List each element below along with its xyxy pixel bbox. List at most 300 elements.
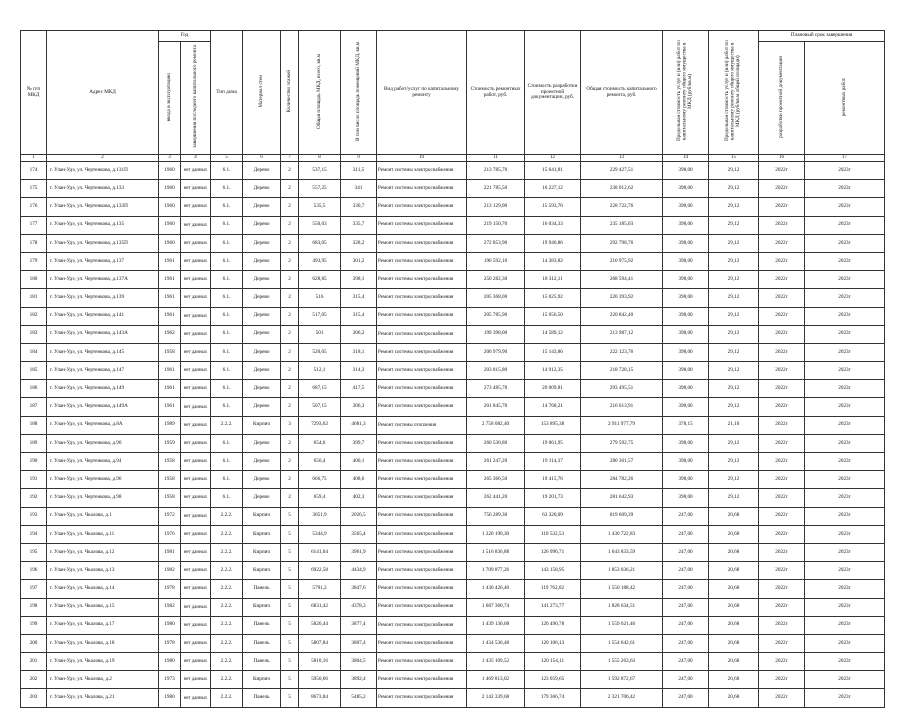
cell-floors: 2: [281, 380, 299, 398]
cell-row-num: 197: [21, 580, 47, 598]
cell-cost-design: 15 593,76: [525, 198, 581, 216]
cell-address: г. Улан-Удэ, ул. Чертенкова, д.94: [47, 453, 159, 471]
cell-cost-repair: 206 979,90: [467, 343, 525, 361]
cell-plan-work: 2023г: [805, 252, 885, 270]
cell-cost-repair: 205 368,00: [467, 289, 525, 307]
table-row: [21, 343, 885, 361]
cell-row-num: 184: [21, 343, 47, 361]
cell-address: г. Улан-Удэ, ул. Чкалова, д.19: [47, 653, 159, 671]
cell-house-type: 6.1.: [211, 343, 243, 361]
cell-floors: 3: [281, 416, 299, 434]
cell-wall-material: Дерево: [243, 380, 281, 398]
cell-total-area: 683,05: [299, 234, 341, 252]
cell-max-cost-2: 29,12: [709, 380, 759, 398]
header-cost-design: Стоимость разработки проектной документации, руб.: [525, 31, 581, 155]
header-year-repair: завершения последнего капитального ремонта: [181, 42, 211, 155]
cell-floors: 2: [281, 398, 299, 416]
table-row: [21, 489, 885, 507]
cell-total-cost: 279 592,75: [581, 434, 663, 452]
cell-floors: 5: [281, 634, 299, 652]
cell-total-cost: 292 798,76: [581, 234, 663, 252]
cell-year-repair: нет данных: [181, 362, 211, 380]
cell-plan-work: 2023г: [805, 525, 885, 543]
cell-max-cost-2: 29,12: [709, 434, 759, 452]
cell-cost-repair: 203 815,80: [467, 362, 525, 380]
cell-plan-work: 2023г: [805, 216, 885, 234]
cell-year-repair: нет данных: [181, 616, 211, 634]
cell-wall-material: Дерево: [243, 307, 281, 325]
cell-floors: 2: [281, 325, 299, 343]
cell-cost-design: 14 383,82: [525, 252, 581, 270]
cell-floors: 5: [281, 689, 299, 707]
table-row: [21, 307, 885, 325]
cell-plan-work: 2023г: [805, 198, 885, 216]
cell-address: г. Улан-Удэ, ул. Чкалова, д.14: [47, 580, 159, 598]
cell-total-area: 5807,84: [299, 634, 341, 652]
cell-address: г. Улан-Удэ, ул. Чертенкова, д.135: [47, 216, 159, 234]
cell-plan-work: 2023г: [805, 398, 885, 416]
cell-floors: 5: [281, 507, 299, 525]
cell-year-built: 1961: [159, 289, 181, 307]
column-number: 12: [525, 155, 581, 162]
cell-max-cost-2: 29,12: [709, 180, 759, 198]
cell-work-type: Ремонт системы электроснабжения: [377, 398, 467, 416]
cell-cost-design: 20 009,81: [525, 380, 581, 398]
cell-work-type: Ремонт системы электроснабжения: [377, 507, 467, 525]
cell-year-repair: нет данных: [181, 198, 211, 216]
cell-address: г. Улан-Удэ, ул. Чертенкова, д.141: [47, 307, 159, 325]
cell-max-cost-2: 29,12: [709, 362, 759, 380]
cell-cost-repair: 1 430 426,40: [467, 580, 525, 598]
cell-plan-design: 2022г: [759, 180, 805, 198]
cell-year-repair: нет данных: [181, 507, 211, 525]
cell-house-type: 6.1.: [211, 380, 243, 398]
table-row: [21, 453, 885, 471]
cell-cost-design: 120 490,78: [525, 616, 581, 634]
cell-max-cost-1: 247,00: [663, 671, 709, 689]
cell-row-num: 203: [21, 689, 47, 707]
cell-cost-design: 153 895,38: [525, 416, 581, 434]
cell-address: г. Улан-Удэ, ул. Чертенкова, д.143А: [47, 325, 159, 343]
cell-year-built: 1981: [159, 543, 181, 561]
cell-wall-material: Дерево: [243, 198, 281, 216]
cell-plan-design: 2022г: [759, 653, 805, 671]
cell-cost-design: 15 056,50: [525, 307, 581, 325]
cell-floors: 2: [281, 307, 299, 325]
table-row: [21, 616, 885, 634]
cell-plan-work: 2023г: [805, 598, 885, 616]
cell-max-cost-2: 20,68: [709, 634, 759, 652]
cell-cost-repair: 1 516 836,88: [467, 543, 525, 561]
cell-plan-design: 2022г: [759, 252, 805, 270]
table-row: [21, 471, 885, 489]
cell-plan-design: 2022г: [759, 234, 805, 252]
cell-cost-repair: 199 398,00: [467, 325, 525, 343]
cell-cost-repair: 1 439 130,68: [467, 616, 525, 634]
cell-house-type: 6.1.: [211, 325, 243, 343]
cell-year-repair: нет данных: [181, 525, 211, 543]
cell-floors: 2: [281, 434, 299, 452]
cell-plan-design: 2022г: [759, 416, 805, 434]
cell-wall-material: Панель: [243, 616, 281, 634]
cell-floors: 5: [281, 653, 299, 671]
cell-wall-material: Дерево: [243, 289, 281, 307]
column-number: 16: [759, 155, 805, 162]
cell-row-num: 194: [21, 525, 47, 543]
cell-cost-design: 143 158,95: [525, 562, 581, 580]
cell-plan-design: 2022г: [759, 598, 805, 616]
cell-cost-repair: 1 435 109,52: [467, 653, 525, 671]
cell-year-repair: нет данных: [181, 634, 211, 652]
cell-cost-repair: 2 758 082,40: [467, 416, 525, 434]
header-address: Адрес МКД: [47, 31, 159, 155]
header-residential-area: В том числе площадь помещений МКД, кв.м: [341, 31, 377, 155]
cell-plan-design: 2022г: [759, 398, 805, 416]
cell-residential-area: 398,1: [341, 271, 377, 289]
cell-house-type: 6.1.: [211, 216, 243, 234]
cell-residential-area: 315,4: [341, 307, 377, 325]
cell-residential-area: 417,5: [341, 380, 377, 398]
cell-cost-design: 110 532,53: [525, 525, 581, 543]
cell-year-built: 1980: [159, 616, 181, 634]
cell-year-built: 1961: [159, 271, 181, 289]
table-row: [21, 198, 885, 216]
column-number: 11: [467, 155, 525, 162]
cell-work-type: Ремонт системы электроснабжения: [377, 362, 467, 380]
cell-cost-repair: 1 320 190,30: [467, 525, 525, 543]
cell-house-type: 6.1.: [211, 252, 243, 270]
cell-max-cost-1: 398,00: [663, 380, 709, 398]
cell-work-type: Ремонт системы электроснабжения: [377, 271, 467, 289]
cell-plan-design: 2022г: [759, 453, 805, 471]
cell-floors: 2: [281, 180, 299, 198]
cell-floors: 2: [281, 271, 299, 289]
cell-house-type: 6.1.: [211, 180, 243, 198]
cell-cost-repair: 219 150,70: [467, 216, 525, 234]
cell-floors: 5: [281, 543, 299, 561]
cell-total-cost: 1 853 036,21: [581, 562, 663, 580]
cell-house-type: 6.1.: [211, 471, 243, 489]
cell-plan-work: 2023г: [805, 489, 885, 507]
cell-house-type: 2.2.2.: [211, 416, 243, 434]
cell-wall-material: Дерево: [243, 453, 281, 471]
cell-cost-design: 19 061,95: [525, 434, 581, 452]
cell-max-cost-2: 20,68: [709, 616, 759, 634]
cell-total-area: 5826,44: [299, 616, 341, 634]
column-number: 10: [377, 155, 467, 162]
cell-residential-area: 4681,3: [341, 416, 377, 434]
column-number: 9: [341, 155, 377, 162]
cell-total-area: 517,05: [299, 307, 341, 325]
cell-max-cost-2: 29,12: [709, 162, 759, 180]
cell-max-cost-1: 247,00: [663, 562, 709, 580]
cell-max-cost-2: 20,68: [709, 525, 759, 543]
cell-wall-material: Кирпич: [243, 507, 281, 525]
table-row: [21, 543, 885, 561]
cell-residential-area: 341: [341, 180, 377, 198]
cell-row-num: 190: [21, 453, 47, 471]
cell-cost-repair: 265 366,50: [467, 471, 525, 489]
cell-work-type: Ремонт системы электроснабжения: [377, 616, 467, 634]
cell-max-cost-2: 29,12: [709, 489, 759, 507]
cell-work-type: Ремонт системы электроснабжения: [377, 580, 467, 598]
cell-residential-area: 330,7: [341, 198, 377, 216]
cell-max-cost-1: 398,00: [663, 343, 709, 361]
cell-work-type: Ремонт системы электроснабжения: [377, 307, 467, 325]
cell-year-built: 1982: [159, 562, 181, 580]
cell-work-type: Ремонт системы электроснабжения: [377, 162, 467, 180]
cell-cost-design: 19 415,76: [525, 471, 581, 489]
cell-total-cost: 235 185,03: [581, 216, 663, 234]
cell-address: г. Улан-Удэ, ул. Чкалова, д.18: [47, 634, 159, 652]
cell-plan-design: 2022г: [759, 289, 805, 307]
cell-wall-material: Кирпич: [243, 671, 281, 689]
cell-house-type: 6.1.: [211, 162, 243, 180]
cell-total-cost: 1 828 634,51: [581, 598, 663, 616]
cell-year-built: 1959: [159, 434, 181, 452]
cell-cost-repair: 213 129,00: [467, 198, 525, 216]
cell-house-type: 6.1.: [211, 489, 243, 507]
cell-row-num: 175: [21, 180, 47, 198]
cell-residential-area: 5485,2: [341, 689, 377, 707]
column-number-row: [21, 155, 885, 162]
cell-floors: 2: [281, 489, 299, 507]
cell-plan-work: 2023г: [805, 162, 885, 180]
cell-row-num: 188: [21, 416, 47, 434]
cell-house-type: 2.2.2.: [211, 543, 243, 561]
cell-address: г. Улан-Удэ, ул. Чертенкова, д.139: [47, 289, 159, 307]
cell-work-type: Ремонт системы электроснабжения: [377, 689, 467, 707]
cell-year-built: 1958: [159, 471, 181, 489]
cell-max-cost-2: 29,12: [709, 471, 759, 489]
cell-row-num: 198: [21, 598, 47, 616]
table-row: [21, 689, 885, 707]
cell-max-cost-1: 378,15: [663, 416, 709, 434]
cell-residential-area: 314,3: [341, 362, 377, 380]
cell-work-type: Ремонт системы электроснабжения: [377, 543, 467, 561]
cell-house-type: 2.2.2.: [211, 562, 243, 580]
cell-total-area: 666,75: [299, 471, 341, 489]
cell-max-cost-1: 398,00: [663, 307, 709, 325]
cell-max-cost-1: 247,00: [663, 580, 709, 598]
cell-residential-area: 2026,5: [341, 507, 377, 525]
table-row: [21, 653, 885, 671]
cell-cost-repair: 260 530,80: [467, 434, 525, 452]
cell-address: г. Улан-Удэ, ул. Чкалова, д.17: [47, 616, 159, 634]
cell-total-cost: 1 550 188,42: [581, 580, 663, 598]
cell-year-built: 1960: [159, 234, 181, 252]
cell-total-area: 550,63: [299, 216, 341, 234]
cell-floors: 2: [281, 252, 299, 270]
column-number: 1: [21, 155, 47, 162]
column-number: 5: [211, 155, 243, 162]
cell-year-built: 1961: [159, 398, 181, 416]
table-row: [21, 162, 885, 180]
cell-plan-design: 2022г: [759, 562, 805, 580]
cell-year-repair: нет данных: [181, 325, 211, 343]
table-row: [21, 362, 885, 380]
cell-max-cost-2: 20,68: [709, 598, 759, 616]
cell-max-cost-2: 20,68: [709, 543, 759, 561]
cell-total-area: 6141,04: [299, 543, 341, 561]
cell-wall-material: Кирпич: [243, 543, 281, 561]
cell-year-repair: нет данных: [181, 689, 211, 707]
cell-work-type: Ремонт системы электроснабжения: [377, 343, 467, 361]
header-plan-work: ремонтных работ: [805, 42, 885, 155]
cell-wall-material: Дерево: [243, 325, 281, 343]
cell-plan-design: 2022г: [759, 216, 805, 234]
cell-plan-work: 2023г: [805, 271, 885, 289]
cell-floors: 2: [281, 362, 299, 380]
cell-total-cost: 1 555 263,63: [581, 653, 663, 671]
cell-total-cost: 1 430 722,83: [581, 525, 663, 543]
cell-address: г. Улан-Удэ, ул. Чертенкова, д.135П: [47, 234, 159, 252]
cell-max-cost-1: 247,00: [663, 507, 709, 525]
cell-row-num: 201: [21, 653, 47, 671]
cell-address: г. Улан-Удэ, ул. Чкалова, д.15: [47, 598, 159, 616]
cell-max-cost-1: 398,00: [663, 471, 709, 489]
cell-row-num: 195: [21, 543, 47, 561]
cell-plan-design: 2022г: [759, 507, 805, 525]
cell-year-built: 1960: [159, 198, 181, 216]
cell-total-cost: 280 361,57: [581, 453, 663, 471]
cell-total-area: 512,1: [299, 362, 341, 380]
cell-residential-area: 3565,4: [341, 525, 377, 543]
cell-row-num: 180: [21, 271, 47, 289]
cell-cost-design: 141 273,77: [525, 598, 581, 616]
cell-max-cost-1: 398,00: [663, 162, 709, 180]
cell-total-cost: 238 012,62: [581, 180, 663, 198]
cell-max-cost-1: 247,00: [663, 689, 709, 707]
cell-year-repair: нет данных: [181, 271, 211, 289]
cell-cost-design: 126 996,71: [525, 543, 581, 561]
cell-residential-area: 3877,4: [341, 616, 377, 634]
cell-year-repair: нет данных: [181, 380, 211, 398]
cell-wall-material: Панель: [243, 689, 281, 707]
cell-max-cost-2: 20,68: [709, 689, 759, 707]
cell-max-cost-1: 398,00: [663, 398, 709, 416]
cell-floors: 5: [281, 598, 299, 616]
cell-residential-area: 3847,6: [341, 580, 377, 598]
cell-max-cost-1: 398,00: [663, 453, 709, 471]
cell-plan-design: 2022г: [759, 489, 805, 507]
cell-house-type: 6.1.: [211, 198, 243, 216]
cell-total-area: 537,15: [299, 162, 341, 180]
cell-plan-design: 2022г: [759, 325, 805, 343]
cell-plan-work: 2023г: [805, 653, 885, 671]
cell-max-cost-1: 398,00: [663, 234, 709, 252]
cell-address: г. Улан-Удэ, ул. Чертенкова, д.147: [47, 362, 159, 380]
cell-total-area: 535,5: [299, 198, 341, 216]
cell-cost-repair: 213 785,70: [467, 162, 525, 180]
table-row: [21, 525, 885, 543]
cell-plan-design: 2022г: [759, 689, 805, 707]
cell-total-area: 520,05: [299, 343, 341, 361]
cell-work-type: Ремонт системы электроснабжения: [377, 434, 467, 452]
cell-cost-design: 119 762,02: [525, 580, 581, 598]
cell-year-repair: нет данных: [181, 307, 211, 325]
cell-max-cost-1: 398,00: [663, 216, 709, 234]
cell-year-built: 1978: [159, 580, 181, 598]
cell-cost-repair: 196 592,10: [467, 252, 525, 270]
table-row: [21, 271, 885, 289]
cell-floors: 2: [281, 453, 299, 471]
cell-floors: 2: [281, 289, 299, 307]
cell-total-cost: 1 592 872,67: [581, 671, 663, 689]
cell-year-built: 1978: [159, 634, 181, 652]
cell-total-area: 654,6: [299, 434, 341, 452]
cell-max-cost-1: 247,00: [663, 653, 709, 671]
cell-floors: 2: [281, 216, 299, 234]
cell-cost-design: 123 059,65: [525, 671, 581, 689]
cell-house-type: 6.1.: [211, 453, 243, 471]
cell-work-type: Ремонт системы электроснабжения: [377, 252, 467, 270]
cell-plan-work: 2023г: [805, 453, 885, 471]
cell-total-area: 5810,16: [299, 653, 341, 671]
cell-house-type: 6.1.: [211, 398, 243, 416]
column-number: 14: [663, 155, 709, 162]
cell-year-built: 1960: [159, 216, 181, 234]
cell-house-type: 2.2.2.: [211, 507, 243, 525]
cell-house-type: 6.1.: [211, 271, 243, 289]
cell-wall-material: Дерево: [243, 398, 281, 416]
document-page: [20, 30, 885, 708]
cell-year-repair: нет данных: [181, 234, 211, 252]
cell-cost-repair: 272 853,90: [467, 234, 525, 252]
cell-total-cost: 268 594,41: [581, 271, 663, 289]
cell-wall-material: Кирпич: [243, 598, 281, 616]
cell-row-num: 177: [21, 216, 47, 234]
cell-cost-design: 15 641,81: [525, 162, 581, 180]
cell-house-type: 6.1.: [211, 289, 243, 307]
cell-address: г. Улан-Удэ, ул. Чкалова, д.21: [47, 689, 159, 707]
cell-total-cost: 216 613,91: [581, 398, 663, 416]
table-row: [21, 216, 885, 234]
cell-year-built: 1961: [159, 362, 181, 380]
cell-year-built: 1980: [159, 689, 181, 707]
cell-year-repair: нет данных: [181, 543, 211, 561]
cell-total-area: 659,4: [299, 489, 341, 507]
cell-cost-design: 14 589,12: [525, 325, 581, 343]
header-material: Материал стен: [243, 31, 281, 155]
cell-max-cost-1: 398,00: [663, 252, 709, 270]
cell-cost-design: 19 201,73: [525, 489, 581, 507]
cell-max-cost-2: 21,10: [709, 416, 759, 434]
cell-work-type: Ремонт системы электроснабжения: [377, 634, 467, 652]
cell-max-cost-2: 29,12: [709, 343, 759, 361]
cell-address: г. Улан-Удэ, ул. Чертенкова, д.90: [47, 434, 159, 452]
cell-plan-design: 2022г: [759, 616, 805, 634]
cell-max-cost-1: 398,00: [663, 271, 709, 289]
cell-max-cost-1: 398,00: [663, 434, 709, 452]
cell-plan-design: 2022г: [759, 162, 805, 180]
cell-work-type: Ремонт системы электроснабжения: [377, 180, 467, 198]
cell-cost-design: 120 106,13: [525, 634, 581, 652]
cell-address: г. Улан-Удэ, ул. Чертенкова, д.137: [47, 252, 159, 270]
cell-plan-design: 2022г: [759, 525, 805, 543]
cell-floors: 2: [281, 343, 299, 361]
cell-total-area: 7293,62: [299, 416, 341, 434]
column-number: 3: [159, 155, 181, 162]
cell-year-repair: нет данных: [181, 252, 211, 270]
cell-work-type: Ремонт системы электроснабжения: [377, 489, 467, 507]
cell-max-cost-2: 29,12: [709, 252, 759, 270]
cell-total-area: 5950,66: [299, 671, 341, 689]
cell-max-cost-1: 247,00: [663, 543, 709, 561]
cell-cost-design: 14 912,35: [525, 362, 581, 380]
cell-address: г. Улан-Удэ, ул. Чертенкова, д.133П: [47, 198, 159, 216]
cell-address: г. Улан-Удэ, ул. Чкалова, д.12: [47, 543, 159, 561]
